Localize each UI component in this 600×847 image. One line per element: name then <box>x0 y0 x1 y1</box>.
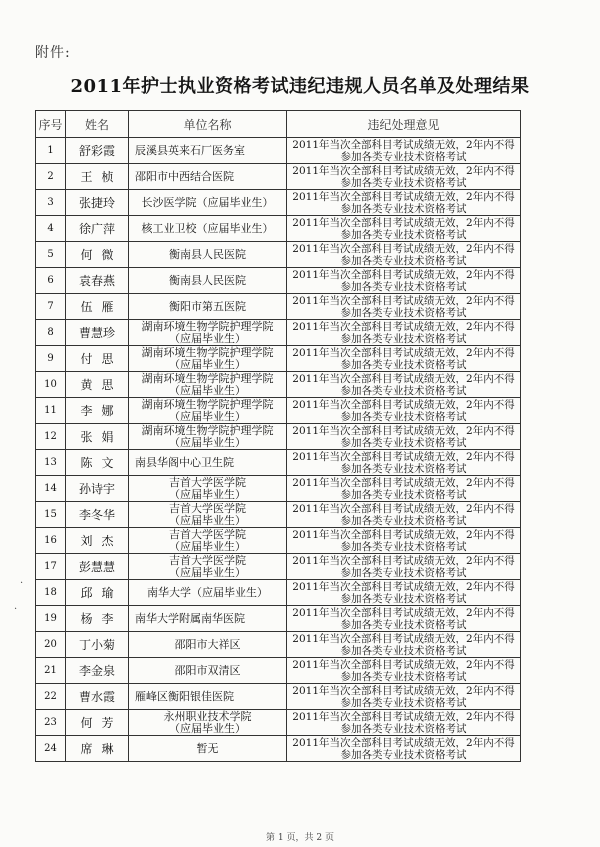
result-line: 2011年当次全部科目考试成绩无效，2年内不得 <box>292 502 515 515</box>
unit-line: 吉首大学医学院 <box>169 475 246 489</box>
header-index: 序号 <box>36 111 66 138</box>
person-name: 邱瑜 <box>66 580 129 606</box>
unit-line: （应届毕业生） <box>169 539 246 553</box>
unit-line: （应届毕业生） <box>169 435 246 449</box>
penalty-result <box>287 138 521 164</box>
table-row <box>36 320 521 346</box>
result-line: 2011年当次全部科目考试成绩无效，2年内不得 <box>292 294 515 307</box>
table-row <box>36 580 521 606</box>
result-line: 2011年当次全部科目考试成绩无效，2年内不得 <box>292 450 515 463</box>
header-result: 违纪处理意见 <box>287 111 521 138</box>
result-line: 2011年当次全部科目考试成绩无效，2年内不得 <box>292 684 515 697</box>
result-line: 参加各类专业技术资格考试 <box>340 540 467 553</box>
result-line: 参加各类专业技术资格考试 <box>340 358 467 371</box>
penalty-result <box>287 450 521 476</box>
unit-line: 核工业卫校（应届毕业生） <box>141 221 274 235</box>
document-title: 2011年护士执业资格考试违纪违规人员名单及处理结果 <box>70 76 530 97</box>
row-index: 23 <box>36 710 66 736</box>
result-line: 参加各类专业技术资格考试 <box>340 306 467 319</box>
unit-name <box>129 138 287 164</box>
person-name: 王桢 <box>66 164 129 190</box>
result-line: 2011年当次全部科目考试成绩无效，2年内不得 <box>292 710 515 723</box>
person-name: 彭慧慧 <box>66 554 129 580</box>
penalty-result <box>287 502 521 528</box>
table-row <box>36 554 521 580</box>
row-index: 15 <box>36 502 66 528</box>
unit-name <box>129 424 287 450</box>
row-index: 20 <box>36 632 66 658</box>
row-index: 11 <box>36 398 66 424</box>
unit-name <box>129 242 287 268</box>
unit-name <box>129 554 287 580</box>
result-line: 2011年当次全部科目考试成绩无效，2年内不得 <box>292 632 515 645</box>
unit-line: 湖南环境生物学院护理学院 <box>141 345 274 359</box>
person-name: 刘杰 <box>66 528 129 554</box>
result-line: 参加各类专业技术资格考试 <box>340 436 467 449</box>
penalty-result <box>287 632 521 658</box>
unit-line: 衡南县人民医院 <box>169 247 246 261</box>
table-row <box>36 476 521 502</box>
result-line: 2011年当次全部科目考试成绩无效，2年内不得 <box>292 398 515 411</box>
unit-line: 南华大学（应届毕业生） <box>147 585 268 599</box>
table-row <box>36 372 521 398</box>
person-name: 袁春燕 <box>66 268 129 294</box>
person-name: 张娟 <box>66 424 129 450</box>
row-index: 3 <box>36 190 66 216</box>
unit-name <box>129 528 287 554</box>
table-row <box>36 528 521 554</box>
person-name: 张捷玲 <box>66 190 129 216</box>
header-name: 姓名 <box>66 111 129 138</box>
unit-name <box>129 632 287 658</box>
result-line: 2011年当次全部科目考试成绩无效，2年内不得 <box>292 528 515 541</box>
unit-line: 辰溪县英来石厂医务室 <box>135 143 245 157</box>
penalty-result <box>287 710 521 736</box>
unit-name <box>129 268 287 294</box>
person-name: 李冬华 <box>66 502 129 528</box>
result-line: 2011年当次全部科目考试成绩无效，2年内不得 <box>292 476 515 489</box>
person-name: 黄思 <box>66 372 129 398</box>
result-line: 参加各类专业技术资格考试 <box>340 618 467 631</box>
unit-line: （应届毕业生） <box>169 383 246 397</box>
table-row <box>36 294 521 320</box>
person-name: 陈文 <box>66 450 129 476</box>
penalty-result <box>287 736 521 762</box>
penalty-result <box>287 190 521 216</box>
result-line: 参加各类专业技术资格考试 <box>340 202 467 215</box>
person-name: 曹慧珍 <box>66 320 129 346</box>
unit-line: 南县华阁中心卫生院 <box>135 455 234 469</box>
table-row <box>36 450 521 476</box>
result-line: 参加各类专业技术资格考试 <box>340 748 467 761</box>
table-row <box>36 632 521 658</box>
result-line: 2011年当次全部科目考试成绩无效，2年内不得 <box>292 736 515 749</box>
attachment-label: 附件: <box>35 45 71 61</box>
table-row <box>36 606 521 632</box>
table-row <box>36 398 521 424</box>
penalty-result <box>287 164 521 190</box>
table-row <box>36 736 521 762</box>
result-line: 参加各类专业技术资格考试 <box>340 176 467 189</box>
result-line: 参加各类专业技术资格考试 <box>340 514 467 527</box>
result-line: 参加各类专业技术资格考试 <box>340 150 467 163</box>
penalty-result <box>287 346 521 372</box>
penalty-result <box>287 398 521 424</box>
unit-line: 湖南环境生物学院护理学院 <box>141 397 274 411</box>
unit-line: （应届毕业生） <box>169 357 246 371</box>
row-index: 4 <box>36 216 66 242</box>
row-index: 8 <box>36 320 66 346</box>
person-name: 李金泉 <box>66 658 129 684</box>
person-name: 付思 <box>66 346 129 372</box>
violators-table <box>35 110 521 762</box>
unit-name <box>129 346 287 372</box>
result-line: 2011年当次全部科目考试成绩无效，2年内不得 <box>292 164 515 177</box>
person-name: 孙诗宇 <box>66 476 129 502</box>
result-line: 2011年当次全部科目考试成绩无效，2年内不得 <box>292 658 515 671</box>
table-row <box>36 684 521 710</box>
result-line: 参加各类专业技术资格考试 <box>340 384 467 397</box>
person-name: 丁小菊 <box>66 632 129 658</box>
penalty-result <box>287 216 521 242</box>
person-name: 伍雁 <box>66 294 129 320</box>
row-index: 17 <box>36 554 66 580</box>
row-index: 1 <box>36 138 66 164</box>
unit-line: 湖南环境生物学院护理学院 <box>141 319 274 333</box>
row-index: 22 <box>36 684 66 710</box>
unit-line: （应届毕业生） <box>169 331 246 345</box>
unit-name <box>129 450 287 476</box>
table-row <box>36 346 521 372</box>
result-line: 2011年当次全部科目考试成绩无效，2年内不得 <box>292 138 515 151</box>
person-name: 徐广萍 <box>66 216 129 242</box>
unit-line: 南华大学附属南华医院 <box>135 611 245 625</box>
row-index: 13 <box>36 450 66 476</box>
table-row <box>36 710 521 736</box>
unit-name <box>129 164 287 190</box>
penalty-result <box>287 658 521 684</box>
person-name: 李娜 <box>66 398 129 424</box>
scan-mark: · <box>14 604 18 615</box>
row-index: 5 <box>36 242 66 268</box>
person-name: 席琳 <box>66 736 129 762</box>
penalty-result <box>287 242 521 268</box>
table-row <box>36 658 521 684</box>
unit-line: 湖南环境生物学院护理学院 <box>141 371 274 385</box>
unit-line: （应届毕业生） <box>169 409 246 423</box>
result-line: 2011年当次全部科目考试成绩无效，2年内不得 <box>292 372 515 385</box>
unit-name <box>129 398 287 424</box>
penalty-result <box>287 320 521 346</box>
table-row <box>36 268 521 294</box>
person-name: 杨李 <box>66 606 129 632</box>
unit-line: 暂无 <box>196 741 219 755</box>
table-row <box>36 424 521 450</box>
table-row <box>36 164 521 190</box>
table-row <box>36 138 521 164</box>
penalty-result <box>287 684 521 710</box>
unit-line: 衡南县人民医院 <box>169 273 246 287</box>
unit-line: （应届毕业生） <box>169 513 246 527</box>
unit-line: 雁峰区衡阳银佳医院 <box>135 689 234 703</box>
penalty-result <box>287 294 521 320</box>
table-row <box>36 242 521 268</box>
row-index: 24 <box>36 736 66 762</box>
unit-line: （应届毕业生） <box>169 565 246 579</box>
unit-line: 长沙医学院（应届毕业生） <box>141 195 274 209</box>
row-index: 6 <box>36 268 66 294</box>
result-line: 参加各类专业技术资格考试 <box>340 254 467 267</box>
unit-name <box>129 736 287 762</box>
table-header-row <box>36 111 521 138</box>
unit-line: 衡阳市第五医院 <box>169 299 246 313</box>
result-line: 2011年当次全部科目考试成绩无效，2年内不得 <box>292 190 515 203</box>
unit-name <box>129 216 287 242</box>
result-line: 参加各类专业技术资格考试 <box>340 644 467 657</box>
unit-name <box>129 606 287 632</box>
unit-line: 吉首大学医学院 <box>169 527 246 541</box>
result-line: 参加各类专业技术资格考试 <box>340 696 467 709</box>
unit-name <box>129 190 287 216</box>
row-index: 18 <box>36 580 66 606</box>
result-line: 2011年当次全部科目考试成绩无效，2年内不得 <box>292 216 515 229</box>
unit-line: 湖南环境生物学院护理学院 <box>141 423 274 437</box>
unit-line: 邵阳市双清区 <box>174 663 241 677</box>
row-index: 12 <box>36 424 66 450</box>
unit-name <box>129 372 287 398</box>
table-row <box>36 216 521 242</box>
row-index: 21 <box>36 658 66 684</box>
unit-line: 吉首大学医学院 <box>169 553 246 567</box>
unit-name <box>129 294 287 320</box>
person-name: 何芳 <box>66 710 129 736</box>
row-index: 9 <box>36 346 66 372</box>
penalty-result <box>287 528 521 554</box>
row-index: 10 <box>36 372 66 398</box>
penalty-result <box>287 268 521 294</box>
penalty-result <box>287 606 521 632</box>
table-row <box>36 190 521 216</box>
result-line: 参加各类专业技术资格考试 <box>340 566 467 579</box>
unit-line: 邵阳市中西结合医院 <box>135 169 234 183</box>
unit-name <box>129 476 287 502</box>
person-name: 何微 <box>66 242 129 268</box>
result-line: 参加各类专业技术资格考试 <box>340 488 467 501</box>
result-line: 2011年当次全部科目考试成绩无效，2年内不得 <box>292 580 515 593</box>
result-line: 2011年当次全部科目考试成绩无效，2年内不得 <box>292 424 515 437</box>
person-name: 曹水霞 <box>66 684 129 710</box>
row-index: 7 <box>36 294 66 320</box>
result-line: 参加各类专业技术资格考试 <box>340 280 467 293</box>
result-line: 2011年当次全部科目考试成绩无效，2年内不得 <box>292 346 515 359</box>
header-unit: 单位名称 <box>129 111 287 138</box>
unit-name <box>129 502 287 528</box>
result-line: 2011年当次全部科目考试成绩无效，2年内不得 <box>292 320 515 333</box>
penalty-result <box>287 424 521 450</box>
unit-name <box>129 320 287 346</box>
unit-line: 邵阳市大祥区 <box>174 637 241 651</box>
unit-line: 永州职业技术学院 <box>163 709 252 723</box>
result-line: 参加各类专业技术资格考试 <box>340 462 467 475</box>
penalty-result <box>287 372 521 398</box>
result-line: 2011年当次全部科目考试成绩无效，2年内不得 <box>292 606 515 619</box>
row-index: 19 <box>36 606 66 632</box>
row-index: 14 <box>36 476 66 502</box>
table-row <box>36 502 521 528</box>
penalty-result <box>287 554 521 580</box>
unit-line: （应届毕业生） <box>169 487 246 501</box>
result-line: 参加各类专业技术资格考试 <box>340 332 467 345</box>
penalty-result <box>287 476 521 502</box>
result-line: 参加各类专业技术资格考试 <box>340 670 467 683</box>
penalty-result <box>287 580 521 606</box>
scan-mark: · <box>20 578 24 589</box>
unit-line: （应届毕业生） <box>169 721 246 735</box>
result-line: 2011年当次全部科目考试成绩无效，2年内不得 <box>292 554 515 567</box>
result-line: 2011年当次全部科目考试成绩无效，2年内不得 <box>292 268 515 281</box>
page-footer: 第 1 页，共 2 页 <box>266 833 334 843</box>
result-line: 参加各类专业技术资格考试 <box>340 722 467 735</box>
unit-name <box>129 710 287 736</box>
unit-name <box>129 684 287 710</box>
unit-name <box>129 658 287 684</box>
result-line: 参加各类专业技术资格考试 <box>340 592 467 605</box>
unit-line: 吉首大学医学院 <box>169 501 246 515</box>
result-line: 参加各类专业技术资格考试 <box>340 228 467 241</box>
row-index: 2 <box>36 164 66 190</box>
result-line: 参加各类专业技术资格考试 <box>340 410 467 423</box>
row-index: 16 <box>36 528 66 554</box>
unit-name <box>129 580 287 606</box>
person-name: 舒彩霞 <box>66 138 129 164</box>
result-line: 2011年当次全部科目考试成绩无效，2年内不得 <box>292 242 515 255</box>
